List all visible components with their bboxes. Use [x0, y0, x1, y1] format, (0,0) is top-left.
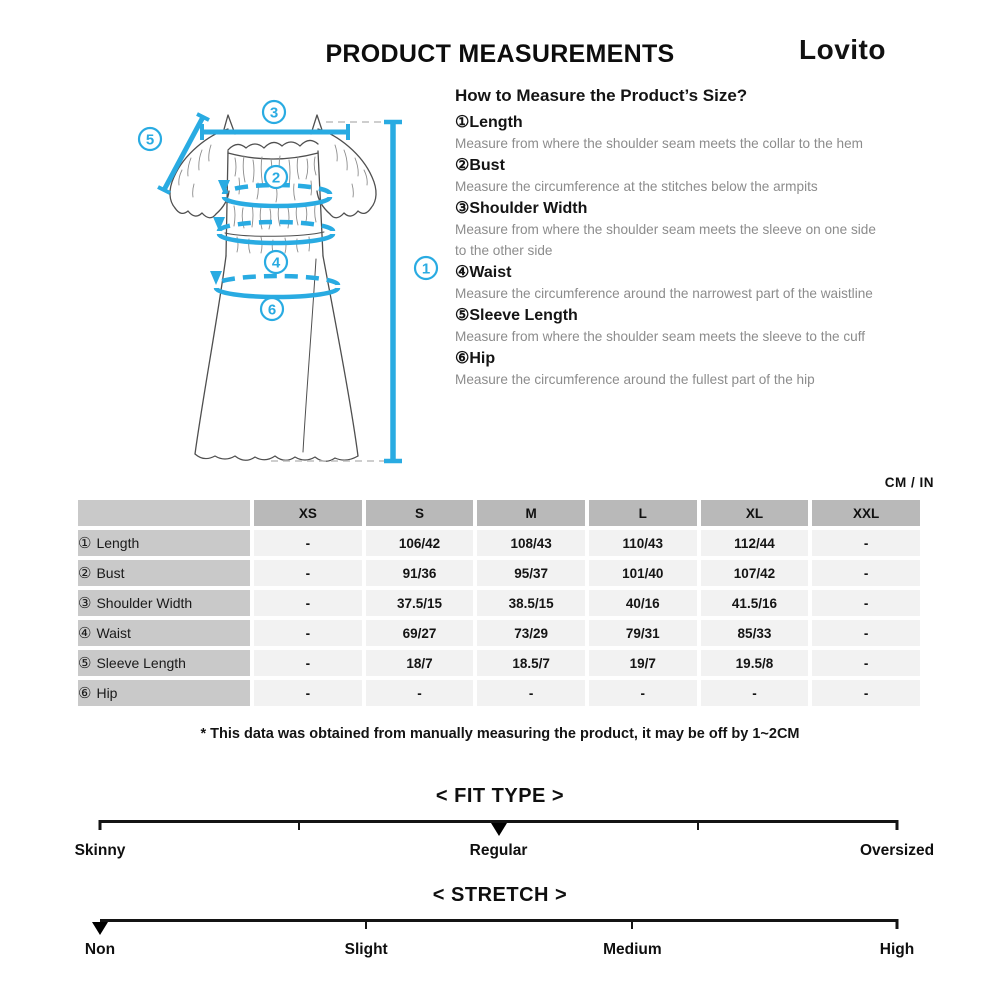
col-header-m: M: [477, 500, 585, 526]
stretch-label-high: High: [879, 941, 915, 958]
row-label: Sleeve Length: [96, 655, 186, 671]
cell: 107/42: [701, 560, 809, 586]
waist-ellipse-solid: [219, 234, 333, 243]
cell: 37.5/15: [366, 590, 474, 616]
callout-1: 1: [421, 260, 431, 278]
stretch-tick-end: [896, 919, 899, 929]
row-num: ⑤: [78, 655, 92, 672]
callout-2: 2: [271, 169, 281, 187]
cell: -: [254, 590, 362, 616]
row-label: Hip: [96, 685, 118, 701]
unit-label: CM / IN: [884, 475, 934, 490]
howto-heading: How to Measure the Product’s Size?: [455, 86, 748, 105]
cell: -: [812, 590, 920, 616]
waist-ellipse-dashed: [219, 222, 333, 231]
cell: 18/7: [366, 650, 474, 676]
fit-tick-end: [896, 820, 899, 830]
col-header-xs: XS: [254, 500, 362, 526]
fit-label-skinny: Skinny: [74, 842, 126, 859]
cell: 108/43: [477, 530, 585, 556]
table-row-waist: [78, 620, 920, 646]
callout-3: 3: [269, 104, 279, 122]
cell: 91/36: [366, 560, 474, 586]
sleeve-line: [164, 117, 203, 190]
table-row-hip: [78, 680, 920, 706]
cell: -: [254, 530, 362, 556]
cell: 19.5/8: [701, 650, 809, 676]
cell: -: [366, 680, 474, 706]
hip-ellipse-dashed: [216, 276, 338, 285]
cell: -: [477, 680, 585, 706]
fit-tick-25: [298, 820, 300, 830]
instruction-desc: Measure from where the shoulder seam meets the sleeve on one side to the other side: [455, 221, 876, 259]
cell: -: [701, 680, 809, 706]
cell: 101/40: [589, 560, 697, 586]
fit-label-regular: Regular: [469, 842, 528, 859]
instruction-num: ①: [455, 114, 470, 131]
stretch-scale-line: [100, 919, 897, 922]
size-table: [74, 496, 924, 710]
stretch-marker-non-icon: [92, 922, 108, 935]
brand-logo: Lovito: [799, 34, 886, 65]
cell: -: [254, 560, 362, 586]
col-header-s: S: [366, 500, 474, 526]
cell: -: [812, 680, 920, 706]
col-header-xl: XL: [701, 500, 809, 526]
instruction-desc: Measure the circumference around the narrowest part of the waistline: [455, 286, 873, 302]
stretch-tick-medium: [631, 919, 633, 929]
col-header-xxl: XXL: [812, 500, 920, 526]
cell: -: [812, 650, 920, 676]
cell: 38.5/15: [477, 590, 585, 616]
instruction-desc: Measure from where the shoulder seam meets the collar to the hem: [455, 136, 864, 151]
instruction-num: ⑥: [455, 349, 470, 367]
cell: -: [812, 530, 920, 556]
stretch-tick-slight: [365, 919, 367, 929]
row-num: ③: [78, 595, 92, 612]
cell: -: [589, 680, 697, 706]
cell: 19/7: [589, 650, 697, 676]
page-title: PRODUCT MEASUREMENTS: [325, 40, 675, 68]
cell: 69/27: [366, 620, 474, 646]
cell: -: [254, 680, 362, 706]
row-label: Waist: [96, 625, 131, 641]
cell: -: [812, 560, 920, 586]
callout-6: 6: [267, 301, 277, 319]
fit-type-scale: [74, 820, 935, 866]
measurement-disclaimer: * This data was obtained from manually measuring the product, it may be off by 1~2CM: [200, 726, 800, 742]
cell: 85/33: [701, 620, 809, 646]
instruction-desc: Measure the circumference around the fullest part of the hip: [455, 371, 815, 387]
row-num: ②: [78, 565, 92, 582]
fit-tick-start: [99, 820, 102, 830]
stretch-label-medium: Medium: [603, 941, 662, 958]
row-label: Shoulder Width: [96, 595, 193, 611]
fit-label-oversized: Oversized: [859, 842, 935, 859]
instruction-term: ⑤Sleeve Length: [455, 306, 578, 324]
stretch-scale: [84, 919, 915, 965]
cell: -: [254, 650, 362, 676]
table-row-bust: [78, 560, 920, 586]
dress-measurement-diagram: [95, 88, 465, 480]
dress-texture: [179, 145, 367, 254]
table-row-length: [78, 530, 920, 556]
stretch-title: < STRETCH >: [432, 884, 568, 906]
cell: 40/16: [589, 590, 697, 616]
fit-tick-75: [697, 820, 699, 830]
row-num: ④: [78, 625, 92, 642]
instruction-term: ④Waist: [455, 264, 512, 282]
cell: 110/43: [589, 530, 697, 556]
instruction-num: ③: [455, 199, 470, 217]
row-num: ①: [78, 535, 92, 552]
table-row-sleeve-length: [78, 650, 920, 676]
row-label: Bust: [96, 565, 125, 581]
measure-instructions: [455, 112, 883, 391]
instruction-term: ②Bust: [455, 156, 505, 174]
col-header-l: L: [589, 500, 697, 526]
cell: 95/37: [477, 560, 585, 586]
cell: 18.5/7: [477, 650, 585, 676]
size-table-header: [78, 500, 920, 526]
cell: 79/31: [589, 620, 697, 646]
instruction-num: ⑤: [455, 306, 470, 324]
cell: 106/42: [366, 530, 474, 556]
fit-marker-regular-icon: [491, 823, 507, 836]
row-num: ⑥: [78, 685, 92, 702]
row-label: Length: [96, 535, 140, 551]
instruction-term: ③Shoulder Width: [455, 199, 588, 217]
callout-5: 5: [145, 131, 155, 149]
cell: 73/29: [477, 620, 585, 646]
fit-type-title: < FIT TYPE >: [435, 785, 565, 807]
cell: 112/44: [701, 530, 809, 556]
cell: -: [254, 620, 362, 646]
callout-4: 4: [271, 254, 281, 272]
instruction-num: ②: [455, 156, 470, 174]
stretch-label-non: Non: [84, 941, 116, 958]
instruction-desc: Measure from where the shoulder seam meets the sleeve to the cuff: [455, 328, 866, 344]
table-row-shoulder-width: [78, 590, 920, 616]
corner-cell: [78, 500, 250, 526]
instruction-desc: Measure the circumference at the stitches below the armpits: [455, 178, 818, 194]
instruction-term: ⑥Hip: [455, 349, 496, 367]
hip-ellipse-solid: [216, 288, 338, 297]
instruction-term: ①Length: [455, 114, 523, 131]
cell: -: [812, 620, 920, 646]
instruction-num: ④: [455, 264, 470, 282]
stretch-label-slight: Slight: [344, 941, 388, 958]
cell: 41.5/16: [701, 590, 809, 616]
